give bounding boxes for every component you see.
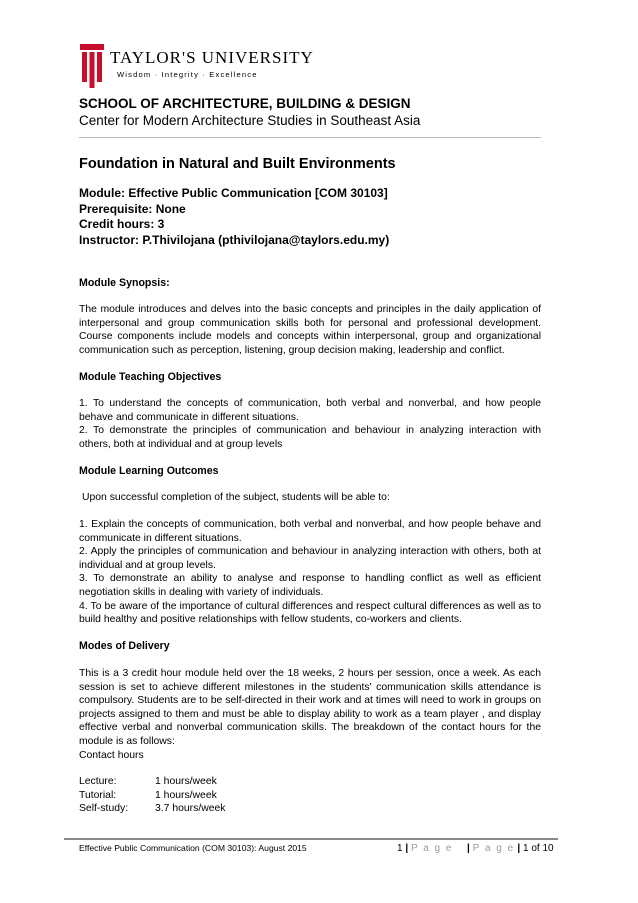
footer-separator: | xyxy=(517,843,521,854)
logo-tagline: Wisdom · Integrity · Excellence xyxy=(117,70,258,79)
list-item: 4. To be aware of the importance of cultural differences and respect cultural differences as well as to build healthy and positive relationships with fellow students, co-workers and clients. xyxy=(79,600,541,626)
page-word: P a g e xyxy=(410,843,453,854)
header-divider xyxy=(79,137,541,138)
page-word: P a g e xyxy=(472,843,515,854)
synopsis-heading: Module Synopsis: xyxy=(79,277,170,289)
instructor: Instructor: P.Thivilojana (pthivilojana@taylors.edu.my) xyxy=(79,232,390,247)
page-footer xyxy=(79,843,554,857)
objectives-list xyxy=(79,397,541,451)
delivery-text: This is a 3 credit hour module held over the 18 weeks, 2 hours per session, once a week. As each session is set to achieve different milestones in the students' communication skills attendance is compulsory. Students are to be self-directed in their work and at times will need to work in groups on projects assigned to them and must be able to display ability to work as a team player , and display effective verbal and nonverbal communication skills. The breakdown of the contact hours for the module is as follows: xyxy=(79,668,541,747)
footer-separator: | xyxy=(467,843,470,854)
course-title: Foundation in Natural and Built Environments xyxy=(79,156,396,172)
hours-label: Self-study: xyxy=(79,803,129,815)
outcomes-intro: Upon successful completion of the subject, students will be able to: xyxy=(82,492,390,503)
list-item: 1. To understand the concepts of communication, both verbal and nonverbal, and how people behave and communicate in different situations. xyxy=(79,398,541,423)
list-item: 2. Apply the principles of communication and behaviour in analyzing interaction with others, both at individual and at group levels. xyxy=(79,546,541,571)
list-item: 2. To demonstrate the principles of communication and behaviour in analyzing interaction with others, both at individual and at group levels xyxy=(79,425,541,450)
footer-divider xyxy=(64,838,558,840)
contact-hours-label: Contact hours xyxy=(79,750,144,761)
hours-value: 1 hours/week xyxy=(155,789,217,801)
footer-separator: | xyxy=(405,843,409,854)
hours-value: 3.7 hours/week xyxy=(155,803,226,815)
footer-course: Effective Public Communication (COM 30103): August 2015 xyxy=(79,843,307,853)
objectives-heading: Module Teaching Objectives xyxy=(79,371,222,383)
footer-page-of xyxy=(467,843,554,854)
hours-row xyxy=(79,802,225,816)
list-item: 3. To demonstrate an ability to analyse and response to handling conflict as well as efficient negotiation skills in dealing with variety of individuals. xyxy=(79,573,541,598)
module-code: Module: Effective Public Communication [COM 30103] xyxy=(79,186,388,200)
university-logo xyxy=(80,44,320,90)
page-num: 1 xyxy=(397,843,403,854)
synopsis-text: The module introduces and delves into the basic concepts and principles in the daily application of interpersonal and group communication skills both for personal and professional development. Course components include models and concepts within interpersonal, group and organizational communication such as perception, listening, group decision making, leadership and conflict. xyxy=(79,304,541,356)
center-name: Center for Modern Architecture Studies in Southeast Asia xyxy=(79,113,421,128)
hours-value: 1 hours/week xyxy=(155,776,217,787)
prerequisite: Prerequisite: None xyxy=(79,201,186,216)
logo-name: TAYLOR'S UNIVERSITY xyxy=(110,48,314,67)
footer-page-number xyxy=(397,843,453,854)
hours-row xyxy=(79,789,225,803)
delivery-heading: Modes of Delivery xyxy=(79,640,170,652)
hours-label: Lecture: xyxy=(79,776,117,787)
page-of: 1 of 10 xyxy=(522,843,554,854)
contact-hours-table xyxy=(79,775,225,816)
school-name: SCHOOL OF ARCHITECTURE, BUILDING & DESIGN xyxy=(79,96,411,111)
list-item: 1. Explain the concepts of communication, both verbal and nonverbal, and how people behave and communicate in different situations. xyxy=(79,519,541,544)
crest-icon xyxy=(80,44,104,90)
module-meta xyxy=(79,186,389,248)
hours-row xyxy=(79,775,225,789)
credit-hours: Credit hours: 3 xyxy=(79,217,165,231)
outcomes-heading: Module Learning Outcomes xyxy=(79,465,219,477)
outcomes-list xyxy=(79,518,541,627)
hours-label: Tutorial: xyxy=(79,789,117,801)
